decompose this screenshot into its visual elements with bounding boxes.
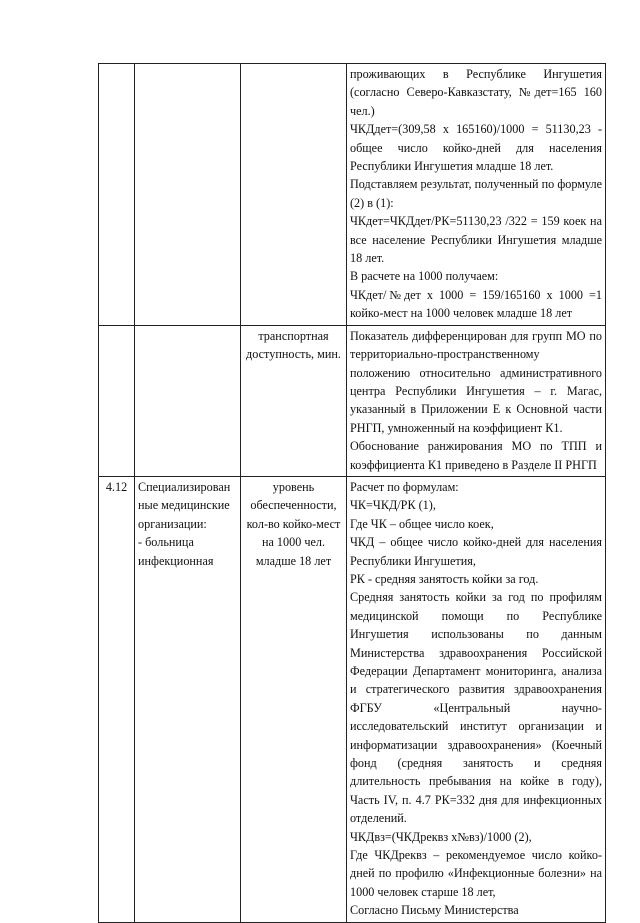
calculation-cell bbox=[347, 325, 606, 476]
norms-table bbox=[98, 63, 606, 923]
calculation-cell bbox=[347, 64, 606, 326]
paragraph: Показатель дифференцирован для групп МО по территориально-пространственному положению относительно административного центра Республики Ингушетия – г. Магас, указанный в Приложении Е к Основной части РНГП, умноженный на коэффициент К1. bbox=[350, 328, 602, 435]
calculation-cell bbox=[347, 476, 606, 922]
paragraph: ЧК=ЧКД/РК (1), bbox=[350, 498, 436, 513]
paragraph: проживающих в Республике Ингушетия (согласно Северо-Кавказстату, №дет=165 160 чел.) bbox=[350, 67, 602, 118]
indicator-cell bbox=[241, 64, 347, 326]
object-line: организации: bbox=[138, 516, 207, 531]
object-line: ные медицинские bbox=[138, 498, 230, 513]
paragraph: РК - средняя занятость койки за год. bbox=[350, 571, 539, 586]
number-cell bbox=[99, 325, 135, 476]
table-row bbox=[99, 325, 606, 476]
object-line: - больница bbox=[138, 535, 194, 550]
object-cell bbox=[135, 325, 241, 476]
paragraph: Подставляем результат, полученный по формуле (2) в (1): bbox=[350, 177, 602, 210]
paragraph: Где ЧКДреквз – рекомендуемое число койко-дней по профилю «Инфекционные болезни» на 1000 человек старше 18 лет, bbox=[350, 848, 602, 899]
object-line: инфекционная bbox=[138, 553, 214, 568]
paragraph: ЧКдет=ЧКДдет/РК=51130,23 /322 = 159 коек на все население Республики Ингушетия младше 18 лет. bbox=[350, 214, 602, 266]
table-row bbox=[99, 64, 606, 326]
paragraph: В расчете на 1000 получаем: bbox=[350, 269, 499, 284]
paragraph: Согласно Письму Министерства bbox=[350, 903, 519, 918]
paragraph: Расчет по формулам: bbox=[350, 479, 459, 494]
indicator-cell: уровень обеспеченности, кол-во койко-мест на 1000 чел. младше 18 лет bbox=[241, 476, 347, 922]
object-line: Специализирован bbox=[138, 479, 231, 494]
paragraph: Средняя занятость койки за год по профилям медицинской помощи по Республике Ингушетия использованы по данным Министерства здравоохранения Российской Федерации Департамент мониторинга, анализа и стратегического развития здравоохранения ФГБУ «Центральный научно-исследовательский институт организации и информатизации здравоохранения» (Коечный фонд (средняя занятость и средняя длительность пребывания на койке в году), Часть IV, п. 4.7 РК=332 дня для инфекционных отделений. bbox=[350, 590, 602, 826]
paragraph: Где ЧК – общее число коек, bbox=[350, 516, 494, 531]
paragraph: ЧКДдет=(309,58 х 165160)/1000 = 51130,23 - общее число койко-дней для населения Республики Ингушетия младше 18 лет. bbox=[350, 122, 602, 174]
table-row bbox=[99, 476, 606, 922]
paragraph: ЧКД – общее число койко-дней для населения Республики Ингушетия, bbox=[350, 535, 602, 568]
number-cell: 4.12 bbox=[99, 476, 135, 922]
paragraph: ЧКДвз=(ЧКДреквз х№вз)/1000 (2), bbox=[350, 829, 532, 844]
paragraph: Обоснование ранжирования МО по ТПП и коэффициента К1 приведено в Разделе II РНГП bbox=[350, 439, 602, 472]
indicator-cell: транспортная доступность, мин. bbox=[241, 325, 347, 476]
object-cell bbox=[135, 476, 241, 922]
paragraph: ЧКдет/№дет х 1000 = 159/165160 х 1000 =1 койко-мест на 1000 человек младше 18 лет bbox=[350, 287, 602, 321]
number-cell bbox=[99, 64, 135, 326]
object-cell bbox=[135, 64, 241, 326]
